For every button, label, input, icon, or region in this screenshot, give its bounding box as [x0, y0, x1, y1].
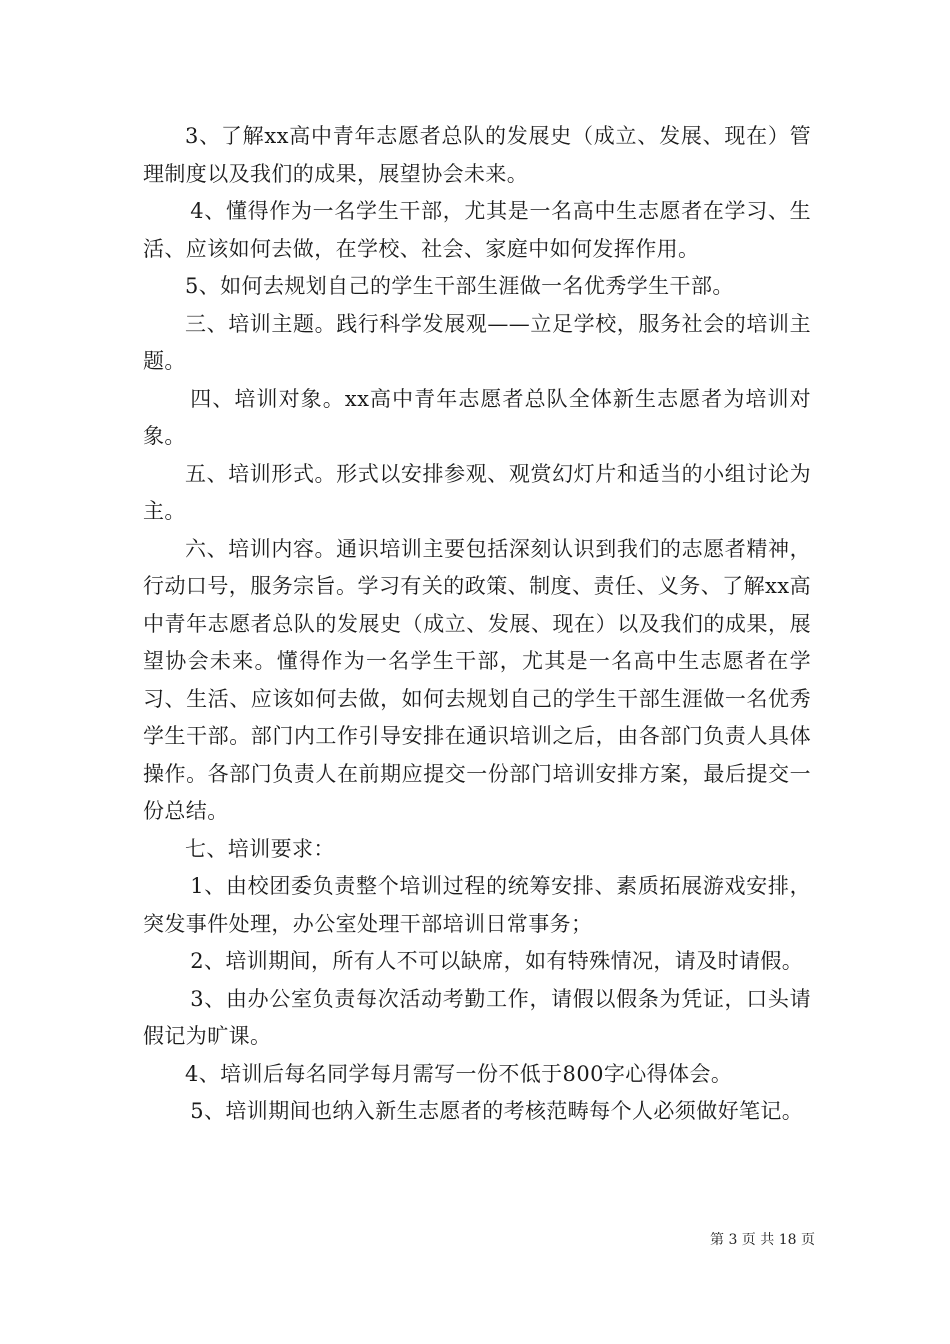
paragraph-item-4: 4、懂得作为一名学生干部，尤其是一名高中生志愿者在学习、生活、应该如何去做，在学校、社会、家庭中如何发挥作用。 — [143, 199, 811, 261]
paragraph-training-target: 四、培训对象。xx高中青年志愿者总队全体新生志愿者为培训对象。 — [143, 386, 811, 448]
paragraph-item-5: 5、如何去规划自己的学生干部生涯做一名优秀学生干部。 — [185, 274, 734, 298]
paragraph-training-requirements-heading: 七、培训要求： — [185, 836, 335, 861]
paragraph-requirement-5: 5、培训期间也纳入新生志愿者的考核范畴每个人必须做好笔记。 — [190, 1099, 804, 1123]
document-page — [143, 118, 811, 1131]
page-number-footer: 第 3 页 共 18 页 — [710, 1232, 815, 1248]
paragraph-requirement-3: 3、由办公室负责每次活动考勤工作，请假以假条为凭证，口头请假记为旷课。 — [143, 986, 811, 1048]
paragraph-requirement-2: 2、培训期间，所有人不可以缺席，如有特殊情况，请及时请假。 — [190, 949, 804, 973]
paragraph-requirement-1: 1、由校团委负责整个培训过程的统筹安排、素质拓展游戏安排，突发事件处理，办公室处理干部培训日常事务； — [143, 874, 811, 936]
paragraph-training-content: 六、培训内容。通识培训主要包括深刻认识到我们的志愿者精神，行动口号，服务宗旨。学习有关的政策、制度、责任、义务、了解xx高中青年志愿者总队的发展史（成立、发展、现在）以及我们的成果，展望协会未来。懂得作为一名学生干部，尤其是一名高中生志愿者在学习、生活、应该如何去做，如何去规划自己的学生干部生涯做一名优秀学生干部。部门内工作引导安排在通识培训之后，由各部门负责人具体操作。各部门负责人在前期应提交一份部门培训安排方案，最后提交一份总结。 — [143, 536, 811, 823]
paragraph-training-form: 五、培训形式。形式以安排参观、观赏幻灯片和适当的小组讨论为主。 — [143, 461, 811, 523]
paragraph-item-3: 3、了解xx高中青年志愿者总队的发展史（成立、发展、现在）管理制度以及我们的成果，展望协会未来。 — [143, 124, 811, 186]
paragraph-requirement-4: 4、培训后每名同学每月需写一份不低于800字心得体会。 — [185, 1061, 733, 1086]
paragraph-training-theme: 三、培训主题。践行科学发展观——立足学校，服务社会的培训主题。 — [143, 311, 811, 373]
